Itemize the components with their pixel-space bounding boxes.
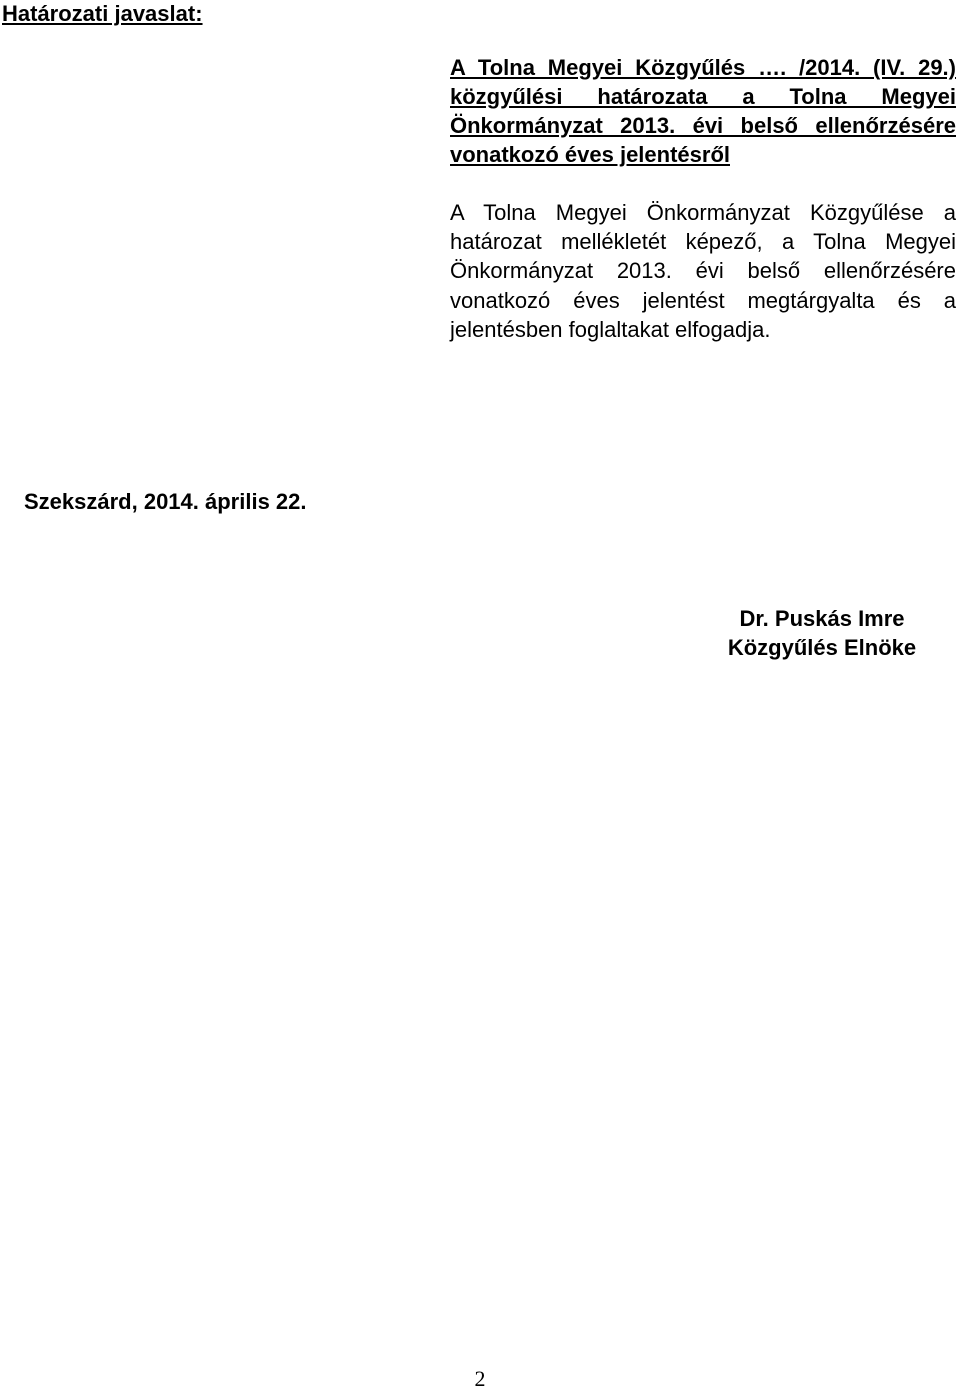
page-number: 2 xyxy=(474,1366,486,1391)
section-heading: Határozati javaslat: xyxy=(2,1,203,26)
resolution-body: A Tolna Megyei Önkormányzat Közgyűlése a határozat mellékletét képező, a Tolna Megyei Önkormányzat 2013. évi belső ellenőrzésére vonatkozó éves jelentést megtárgyalta és a jelentésben foglaltakat elfogadja. xyxy=(450,200,956,342)
resolution-title: A Tolna Megyei Közgyűlés …. /2014. (IV. 29.) közgyűlési határozata a Tolna Megyei Önkormányzat 2013. évi belső ellenőrzésére vonatkozó éves jelentésről xyxy=(450,55,956,167)
signatory-title: Közgyűlés Elnöke xyxy=(727,635,917,660)
signature-block xyxy=(700,604,944,662)
place-and-date: Szekszárd, 2014. április 22. xyxy=(24,489,307,514)
signatory-name: Dr. Puskás Imre xyxy=(739,606,905,631)
